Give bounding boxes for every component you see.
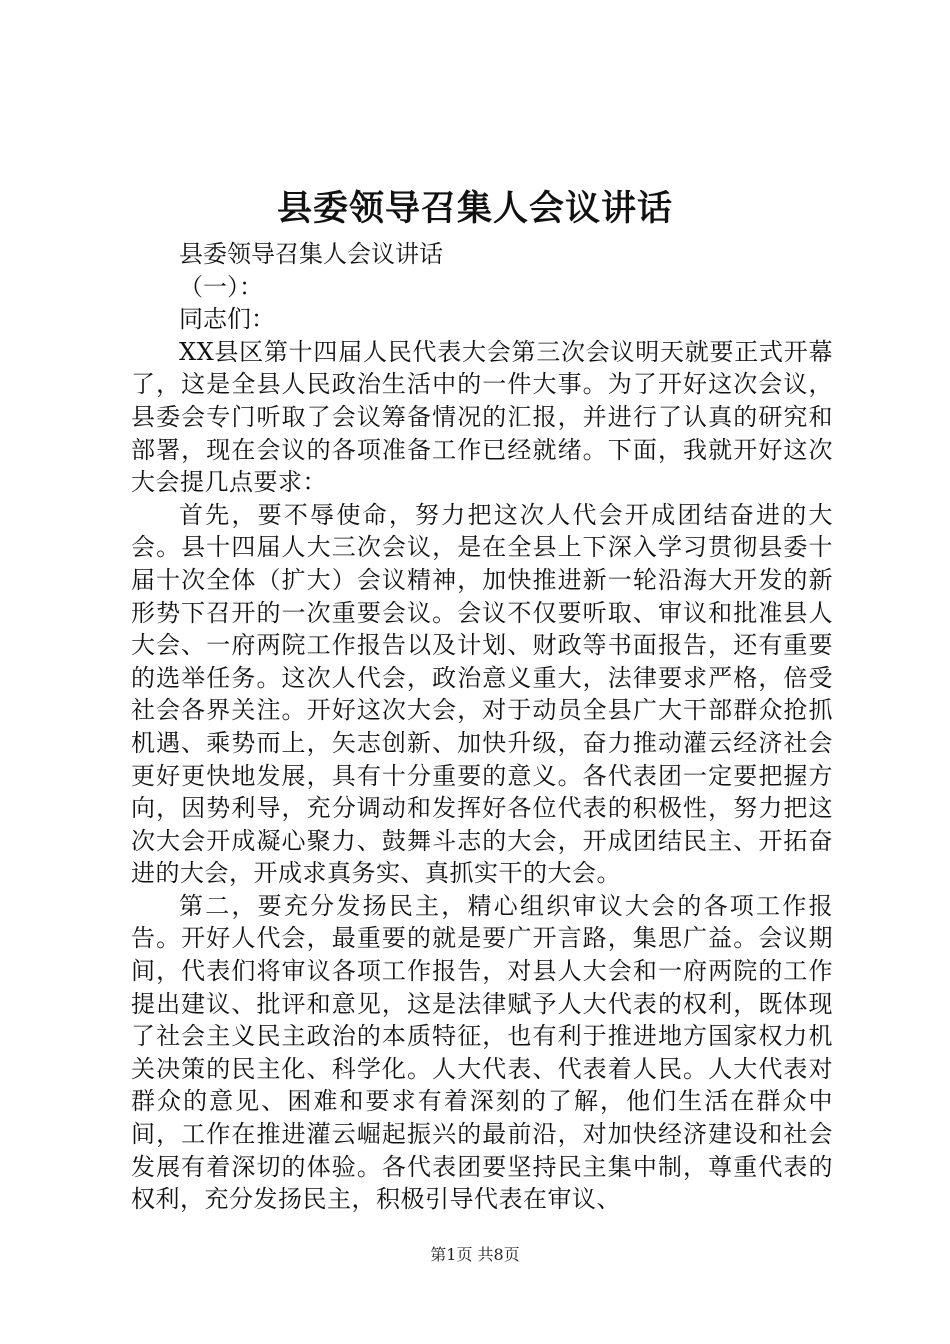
document-body (131, 238, 833, 1216)
section-marker: （一）： (179, 272, 263, 301)
document-title: 县委领导召集人会议讲话 (276, 188, 673, 229)
salutation: 同志们： (179, 305, 275, 334)
document-subtitle: 县委领导召集人会议讲话 (179, 240, 443, 268)
paragraph-first-point: 首先，要不辱使命，努力把这次人代会开成团结奋进的大会。县十四届人大三次会议，是在全县上下深入学习贯彻县委十届十次全体（扩大）会议精神，加快推进新一轮沿海大开发的新形势下召开的一次重要会议。会议不仅要听取、审议和批准县人大会、一府两院工作报告以及计划、财政等书面报告，还有重要的选举任务。这次人代会，政治意义重大，法律要求严格，倍受社会各界关注。开好这次大会，对于动员全县广大干部群众抢抓机遇、乘势而上，矢志创新、加快升级，奋力推动灌云经济社会更好更快地发展，具有十分重要的意义。各代表团一定要把握方向，因势利导，充分调动和发挥好各位代表的积极性，努力把这次大会开成凝心聚力、鼓舞斗志的大会，开成团结民主、开拓奋进的大会，开成求真务实、真抓实干的大会。 (131, 500, 833, 888)
paragraph-second-point: 第二，要充分发扬民主，精心组织审议大会的各项工作报告。开好人代会，最重要的就是要广开言路，集思广益。会议期间，代表们将审议各项工作报告，对县人大会和一府两院的工作提出建议、批评和意见，这是法律赋予人大代表的权利，既体现了社会主义民主政治的本质特征，也有利于推进地方国家权力机关决策的民主化、科学化。人大代表、代表着人民。人大代表对群众的意见、困难和要求有着深刻的了解，他们生活在群众中间，工作在推进灌云崛起振兴的最前沿，对加快经济建设和社会发展有着深切的体验。各代表团要坚持民主集中制，尊重代表的权利，充分发扬民主，积极引导代表在审议、 (131, 891, 833, 1214)
page-number-footer: 第1页 共8页 (430, 1245, 520, 1264)
paragraph-intro: XX县区第十四届人民代表大会第三次会议明天就要正式开幕了，这是全县人民政治生活中的一件大事。为了开好这次会议，县委会专门听取了会议筹备情况的汇报，并进行了认真的研究和部署，现在会议的各项准备工作已经就绪。下面，我就开好这次大会提几点要求： (131, 337, 833, 497)
